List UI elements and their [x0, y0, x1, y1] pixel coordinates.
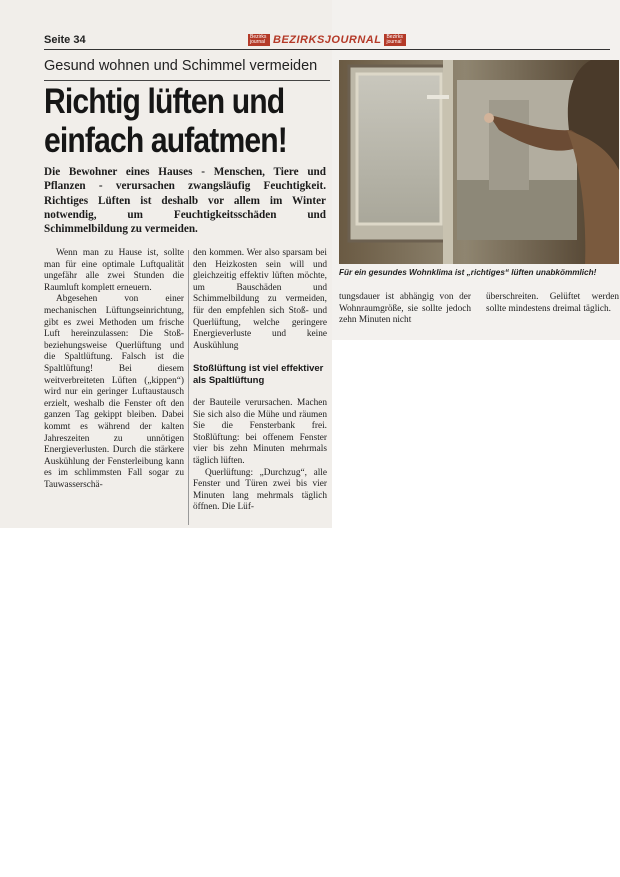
article-column-1	[44, 248, 184, 491]
column-2-paragraph-2: der Bauteile verursachen. Machen Sie sich also die Mühe und räumen Sie die Fensterbank frei. Stoßlüftung: bei offenem Fenster vier bis zehn Minuten mehrmals täglich lüften.	[193, 398, 327, 466]
photo-caption: Für ein gesundes Wohnklima ist „richtiges“ lüften unabkömmlich!	[339, 268, 597, 277]
masthead-badge-right: Bezirks journal	[384, 34, 406, 46]
page-header	[8, 30, 612, 52]
column-1-paragraph-2: Abgesehen von einer mechanischen Lüftungseinrichtung, gibt es zwei Methoden um frische Luft hereinzulassen: Die Stoß- beziehungsweise Querlüftung und die Spaltlüftung. Falsch ist die Spaltlüftung! Bei diesem weitverbreiteten Lüften („kippen“) wird nur ein geringer Luftaustausch erzielt, weshalb die Fenster oft den ganzen Tag gekippt bleiben. Dabei kommt es während der kalten Jahreszeiten zu unnötigen Energieverlusten. Durch die stärkere Auskühlung der Fensterleibung kann es im schlimmsten Fall sogar zu Tauwasserschä-	[44, 294, 184, 490]
article-headline	[44, 82, 292, 160]
article-lead: Die Bewohner eines Hauses - Menschen, Tiere und Pflanzen - verursachen zwangsläufig Feuchtigkeit. Richtiges Lüften ist deshalb vor allem im Winter notwendig, um Feuchtigkeitsschäden und Schimmelbildung zu vermeiden.	[44, 166, 326, 236]
article-column-3	[339, 292, 471, 327]
masthead	[248, 32, 406, 47]
column-2-paragraph-1: den kommen. Wer also sparsam bei den Heizkosten sein will und gleichzeitig effektiv lüften möchte, um Bauschäden und Schimmelbildung zu vermeiden, für den empfehlen sich Stoß- und Querlüftung, welche geringere Energieverluste und keine Auskühlung	[193, 248, 327, 351]
article-subheading: Stoßlüftung ist viel effektiver als Spaltlüftung	[193, 363, 324, 386]
article-column-2-top	[193, 248, 327, 352]
column-1-paragraph-1: Wenn man zu Hause ist, sollte man für eine optimale Luftqualität ungefähr alle zwei Stunden die Raumluft komplett erneuern.	[44, 248, 184, 293]
window-photo	[339, 60, 619, 264]
column-divider	[188, 250, 189, 525]
article-kicker: Gesund wohnen und Schimmel vermeiden	[44, 58, 318, 74]
page-number: Seite 34	[44, 34, 86, 46]
headline-line-2: einfach aufatmen!	[44, 121, 287, 160]
article-column-4	[486, 292, 619, 315]
column-2-paragraph-3: Querlüftung: „Durchzug“, alle Fenster und Türen zwei bis vier Minuten lang mehrmals täglich öffnen. Die Lüf-	[193, 467, 327, 513]
header-rule	[44, 49, 610, 50]
headline-line-1: Richtig lüften und	[44, 82, 285, 121]
kicker-rule	[44, 80, 330, 81]
article-column-2-bottom	[193, 398, 327, 514]
masthead-badge-left: Bezirks journal	[248, 34, 270, 46]
column-4-paragraph-1: überschreiten. Gelüftet werden sollte mindestens dreimal täglich.	[486, 292, 619, 314]
masthead-title: BEZIRKSJOURNAL	[273, 33, 382, 46]
column-3-paragraph-1: tungsdauer ist abhängig von der Wohnraumgröße, sie sollte jedoch zehn Minuten nicht	[339, 292, 471, 326]
